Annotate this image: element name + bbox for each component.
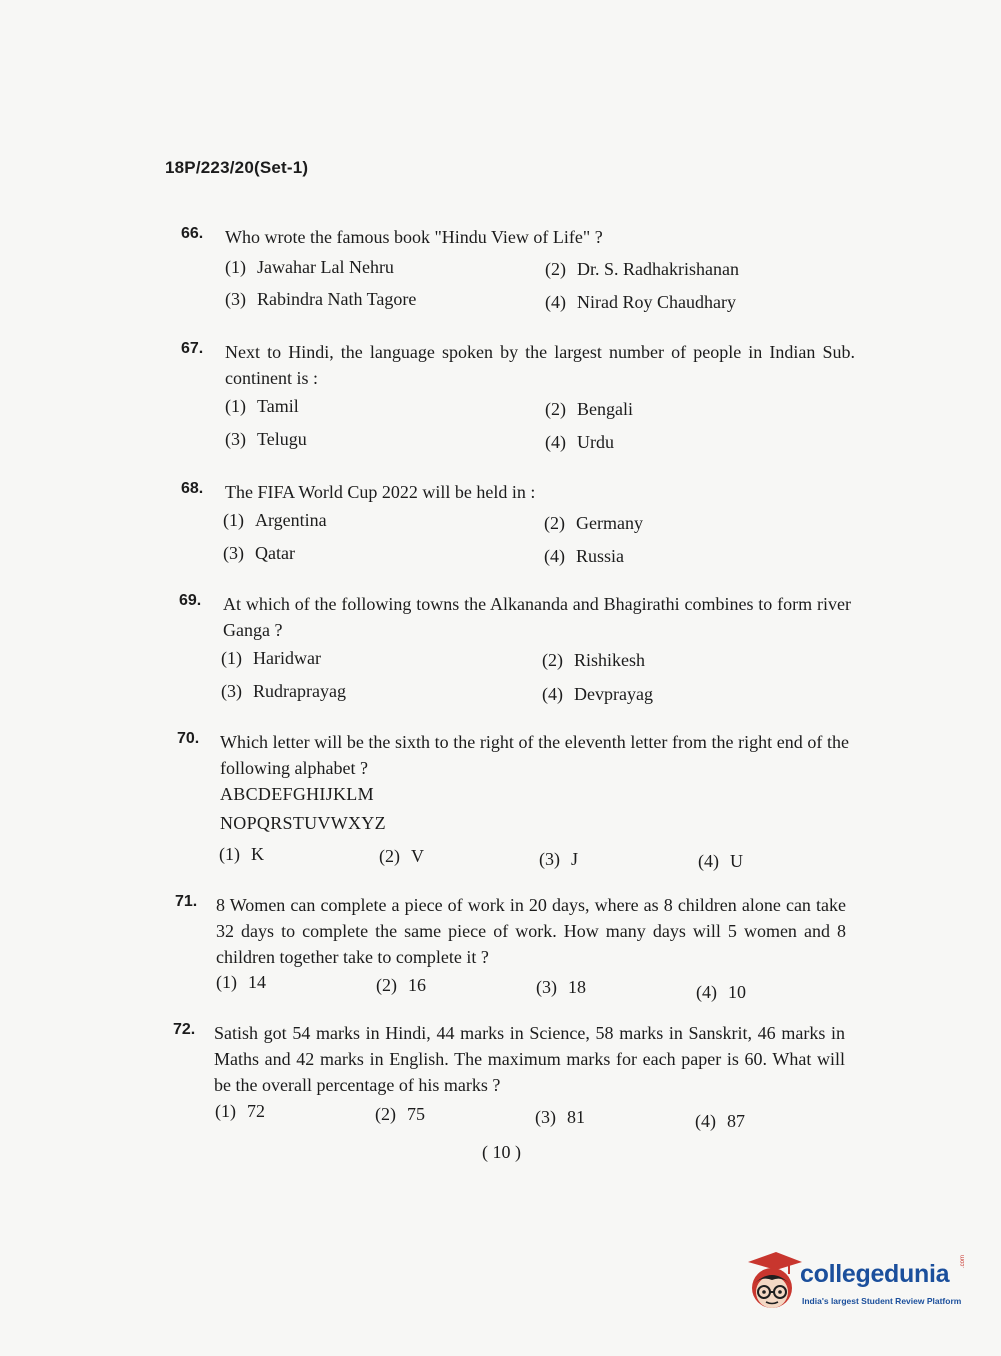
logo-dotcom: .com — [960, 1254, 966, 1268]
option-69-1: (1) Haridwar — [221, 648, 321, 668]
question-number: 68. — [181, 480, 204, 497]
option-67-1: (1) Tamil — [225, 396, 299, 416]
option-67-3: (3) Telugu — [225, 429, 307, 449]
option-66-2: (2) Dr. S. Radhakrishanan — [545, 259, 739, 279]
option-67-2: (2) Bengali — [545, 399, 633, 419]
option-69-4: (4) Devprayag — [542, 684, 653, 704]
option-68-3: (3) Qatar — [223, 543, 295, 563]
option-71-1: (1) 14 — [216, 972, 266, 992]
question-number: 70. — [177, 730, 200, 747]
alphabet-line-2: NOPQRSTUVWXYZ — [220, 813, 386, 833]
student-mascot-icon — [742, 1248, 804, 1314]
option-72-3: (3) 81 — [535, 1107, 585, 1127]
page-number: ( 10 ) — [482, 1142, 521, 1162]
question-number: 66. — [181, 225, 204, 242]
question-number: 72. — [173, 1021, 196, 1038]
collegedunia-logo — [742, 1248, 972, 1318]
option-69-2: (2) Rishikesh — [542, 650, 646, 670]
question-text: At which of the following towns the Alkananda and Bhagirathi combines to form river Ganga ? — [223, 594, 851, 640]
option-66-3: (3) Rabindra Nath Tagore — [225, 289, 417, 309]
option-68-1: (1) Argentina — [223, 510, 327, 530]
question-text: Which letter will be the sixth to the right of the eleventh letter from the right end of the following alphabet ? — [220, 732, 849, 778]
alphabet-line-1: ABCDEFGHIJKLM — [220, 784, 374, 804]
option-70-1: (1) K — [219, 844, 264, 864]
option-70-4: (4) U — [698, 851, 743, 871]
question-number: 71. — [175, 893, 198, 910]
option-67-4: (4) Urdu — [545, 432, 614, 452]
option-72-2: (2) 75 — [375, 1104, 425, 1124]
question-text: Next to Hindi, the language spoken by the largest number of people in Indian Sub. continent is : — [225, 342, 855, 388]
question-number: 69. — [179, 592, 202, 609]
paper-code: 18P/223/20(Set-1) — [165, 158, 309, 177]
option-70-2: (2) V — [379, 846, 424, 866]
option-71-3: (3) 18 — [536, 977, 586, 997]
question-text: Satish got 54 marks in Hindi, 44 marks in Science, 58 marks in Sanskrit, 46 marks in Maths and 42 marks in English. The maximum marks for each paper is 60. What will be the overall percentage of his marks ? — [214, 1023, 845, 1095]
option-71-4: (4) 10 — [696, 982, 746, 1002]
option-66-1: (1) Jawahar Lal Nehru — [225, 257, 394, 277]
option-68-2: (2) Germany — [544, 513, 643, 533]
logo-wordmark: collegedunia — [800, 1260, 950, 1288]
option-72-1: (1) 72 — [215, 1101, 265, 1121]
question-text: Who wrote the famous book "Hindu View of Life" ? — [225, 227, 603, 247]
option-66-4: (4) Nirad Roy Chaudhary — [545, 292, 736, 312]
option-68-4: (4) Russia — [544, 546, 625, 566]
option-71-2: (2) 16 — [376, 975, 426, 995]
logo-tagline: India's largest Student Review Platform — [802, 1296, 962, 1306]
option-72-4: (4) 87 — [695, 1111, 745, 1131]
option-69-3: (3) Rudraprayag — [221, 681, 346, 701]
question-number: 67. — [181, 340, 204, 357]
question-text: The FIFA World Cup 2022 will be held in : — [225, 482, 536, 502]
option-70-3: (3) J — [539, 849, 579, 869]
question-text: 8 Women can complete a piece of work in 20 days, where as 8 children alone can take 32 days to complete the same piece of work. How many days will 5 women and 8 children together take to complete it ? — [216, 895, 846, 967]
